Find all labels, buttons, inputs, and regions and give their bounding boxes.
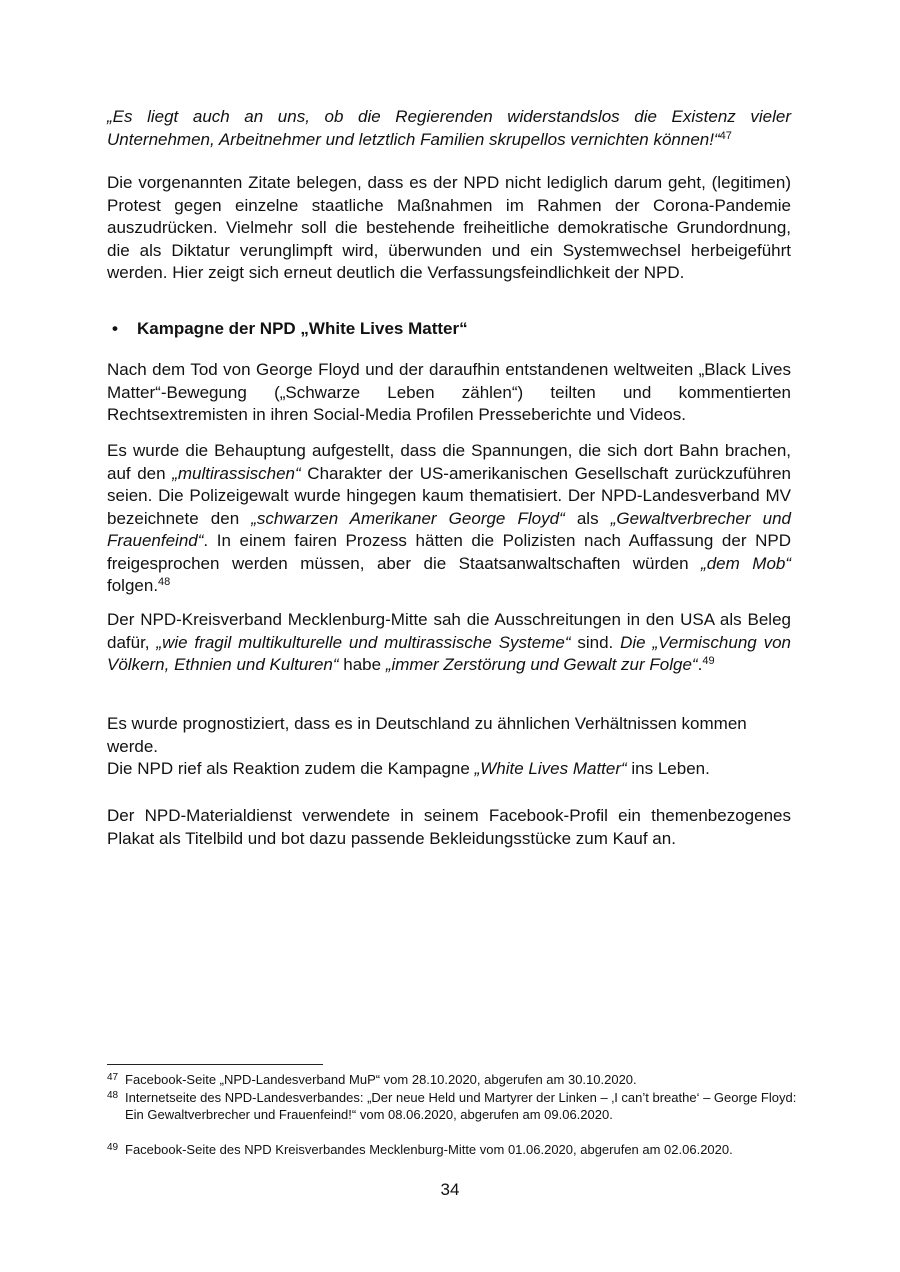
text-run: folgen. [107, 576, 159, 595]
footnote-text: Facebook-Seite des NPD Kreisverbandes Mecklenburg-Mitte vom 01.06.2020, abgerufen am 02.06.2020. [125, 1142, 733, 1157]
footnote-48 [107, 1090, 797, 1123]
footnote-number: 48 [107, 1090, 119, 1101]
quote-run: „Gewaltverbrecher und Frauenfeind“ [107, 508, 791, 550]
text-run: als [564, 508, 611, 528]
page-number: 34 [440, 1180, 460, 1199]
text-run: sind. [570, 632, 621, 652]
text-run: habe [338, 655, 386, 674]
quote-run: „schwarzen Amerikaner George Floyd“ [251, 508, 565, 528]
footnote-divider [107, 1064, 323, 1065]
quote-run: „dem Mob“ [701, 553, 792, 573]
text-run: Charakter der US-amerikanischen Gesellschaft zurückzuführen seien. Die Polizeigewalt wurde hingegen kaum thematisiert. Der NPD-Landesverband MV bezeichnete den [107, 463, 791, 528]
section-heading [112, 318, 468, 340]
footnote-text: Internetseite des NPD-Landesverbandes: „Der neue Held und Martyrer der Linken – ‚I can’t breathe‘ – George Floyd: Ein Gewaltverbrecher und Frauenfeind!“ vom 08.06.2020, abgerufen am 09.06.2020. [125, 1090, 797, 1122]
paragraph-kreisverband [107, 609, 791, 677]
quote-run: „White Lives Matter“ [474, 759, 627, 778]
paragraph-floyd: Nach dem Tod von George Floyd und der daraufhin entstandenen weltweiten „Black Lives Matter“-Bewegung („Schwarze Leben zählen“) teilten und kommentierten Rechtsextremisten in ihren Social-Media Profilen Presseberichte und Videos. [107, 360, 791, 424]
quote-run: Die „Vermischung von Völkern, Ethnien und Kulturen“ [107, 632, 791, 674]
text-run: . In einem fairen Prozess hätten die Polizisten nach Auffassung der NPD freigesprochen werden müssen, aber die Staatsanwaltschaften würden [107, 531, 791, 573]
footnote-49 [107, 1142, 797, 1159]
footnote-number: 47 [107, 1072, 119, 1083]
text-run: Die NPD rief als Reaktion zudem die Kampagne [107, 759, 475, 778]
prognosis-line: Es wurde prognostiziert, dass es in Deutschland zu ähnlichen Verhältnissen kommen werde. [107, 714, 747, 756]
text-run: ins Leben. [626, 759, 710, 778]
campaign-line [107, 758, 791, 781]
paragraph-claims [107, 440, 791, 598]
quote-text: „Es liegt auch an uns, ob die Regierenden widerstandslos die Existenz vieler Unternehmen, Arbeitnehmer und letztlich Familien skrupellos vernichten können!“ [107, 107, 791, 149]
bullet-icon: • [112, 319, 118, 338]
footnote-ref-48: 48 [158, 576, 171, 588]
footnote-ref-47: 47 [719, 129, 732, 142]
footnote-ref-49: 49 [702, 655, 715, 667]
section-heading-text: Kampagne der NPD „White Lives Matter“ [137, 319, 468, 338]
text-run: Es wurde die Behauptung aufgestellt, dass die Spannungen, die sich dort Bahn brachen, auf den [107, 441, 791, 483]
footnote-text: Facebook-Seite „NPD-Landesverband MuP“ vom 28.10.2020, abgerufen am 30.10.2020. [125, 1072, 637, 1087]
quote-paragraph [107, 106, 791, 151]
quote-run: „wie fragil multikulturelle und multirassische Systeme“ [156, 632, 571, 652]
paragraph-conclusion: Die vorgenannten Zitate belegen, dass es der NPD nicht lediglich darum geht, (legitimen) Protest gegen einzelne staatliche Maßnahmen im Rahmen der Corona-Pandemie auszudrücken. Vielmehr soll die bestehende freiheitliche demokratische Grundordnung, die als Diktatur verunglimpft wird, überwunden und ein Systemwechsel herbeigeführt werden. Hier zeigt sich erneut deutlich die Verfassungsfeindlichkeit der NPD. [107, 173, 791, 282]
text-run: . [697, 655, 703, 674]
paragraph-prognosis [107, 713, 791, 781]
quote-run: „immer Zerstörung und Gewalt zur Folge“ [385, 655, 698, 674]
footnote-47 [107, 1072, 797, 1089]
footnote-number: 49 [107, 1142, 119, 1153]
paragraph-materialdienst: Der NPD-Materialdienst verwendete in seinem Facebook-Profil ein themenbezogenes Plakat als Titelbild und bot dazu passende Bekleidungsstücke zum Kauf an. [107, 806, 791, 848]
quote-run: „multirassischen“ [172, 463, 301, 483]
text-run: Der NPD-Kreisverband Mecklenburg-Mitte sah die Ausschreitungen in den USA als Beleg dafür, [107, 610, 791, 652]
